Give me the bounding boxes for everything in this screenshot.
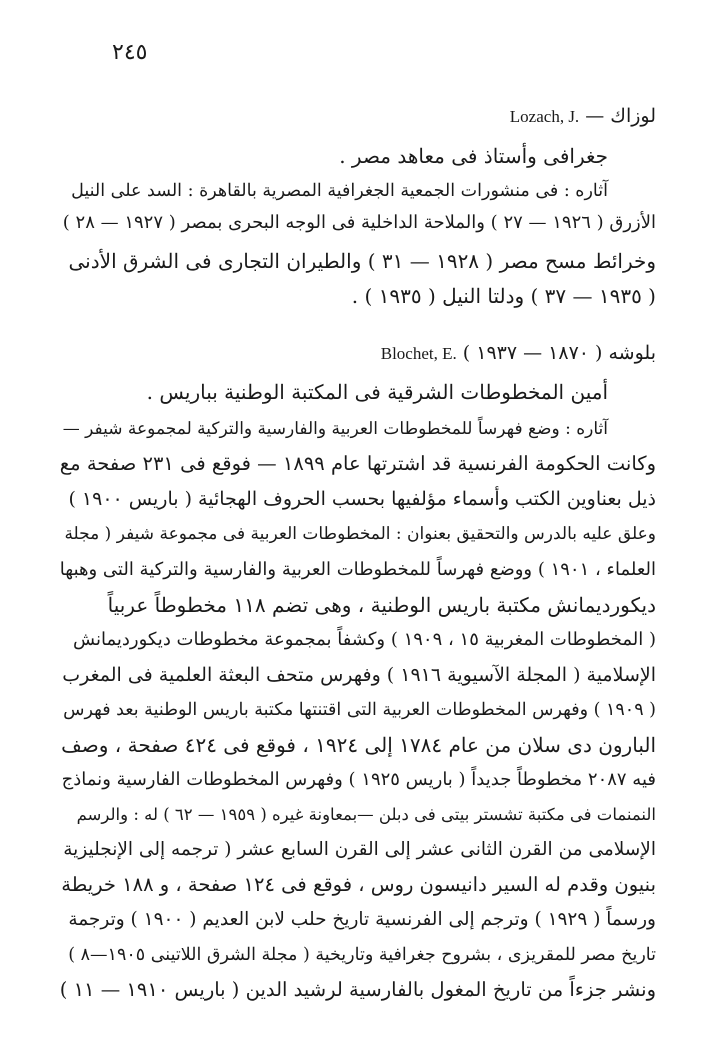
entry-arabic-name: بلوشه [608, 342, 656, 364]
text-line: أمين المخطوطات الشرقية فى المكتبة الوطنية بباريس . [146, 380, 608, 404]
text-line: ديكورديمانش مكتبة باريس الوطنية ، وهى تضم ١١٨ مخطوطاً عربياً [107, 593, 656, 617]
text-line: آثاره : فى منشورات الجمعية الجغرافية المصرية بالقاهرة : السد على النيل [71, 181, 608, 201]
text-line: ذيل بعناوين الكتب وأسماء مؤلفيها بحسب الحروف الهجائية ( باريس ١٩٠٠ ) [68, 488, 656, 510]
text-line: الإسلامى من القرن الثانى عشر إلى القرن السابع عشر ( ترجمه إلى الإنجليزية [63, 839, 656, 860]
text-line: ( ١٩٣٥ — ٣٧ ) ودلتا النيل ( ١٩٣٥ ) . [351, 284, 656, 308]
entry-heading-lozach [510, 103, 656, 130]
entry-dash: — [585, 105, 605, 127]
text-line: ونشر جزءاً من تاريخ المغول بالفارسية لرشيد الدين ( باريس ١٩١٠ — ١١ ) [59, 978, 656, 1001]
text-line: بنيون وقدم له السير دانيسون روس ، فوقع فى ١٢٤ صفحة ، و ١٨٨ خريطة [61, 873, 656, 896]
entry-latin-name: Blochet, E. [380, 344, 457, 363]
entry-heading-blochet [381, 340, 656, 367]
text-line: الأزرق ( ١٩٢٦ — ٢٧ ) والملاحة الداخلية فى الوجه البحرى بمصر ( ١٩٢٧ — ٢٨ ) [62, 212, 656, 233]
text-line: البارون دى سلان من عام ١٧٨٤ إلى ١٩٢٤ ، فوقع فى ٤٢٤ صفحة ، وصف [61, 733, 656, 757]
text-line: وكانت الحكومة الفرنسية قد اشترتها عام ١٨٩٩ — فوقع فى ٢٣١ صفحة مع [59, 452, 656, 475]
text-line: العلماء ، ١٩٠١ ) ووضع فهرساً للمخطوطات العربية والفارسية والتركية التى وهبها [59, 559, 656, 580]
text-line: الإسلامية ( المجلة الآسيوية ١٩١٦ ) وفهرس متحف البعثة العلمية فى المغرب [62, 664, 656, 686]
entry-latin-name: Lozach, J. [509, 107, 580, 126]
text-line: النمنمات فى مكتبة تشستر بيتى فى دبلن —بمعاونة غيره ( ١٩٥٩ — ٦٢ ) له : والرسم [76, 805, 656, 824]
page-number: ٢٤٥ [112, 40, 148, 65]
text-line: جغرافى وأستاذ فى معاهد مصر . [339, 144, 608, 168]
text-line: فيه ٢٠٨٧ مخطوطاً جديداً ( باريس ١٩٢٥ ) وفهرس المخطوطات الفارسية ونماذج [61, 769, 656, 790]
text-line: تاريخ مصر للمقريزى ، بشروح جغرافية وتاريخية ( مجلة الشرق اللاتينى ١٩٠٥—٨ ) [68, 945, 656, 965]
text-line: ( المخطوطات المغربية ١٥ ، ١٩٠٩ ) وكشفاً بمجموعة مخطوطات ديكورديمانش [73, 629, 656, 650]
entry-dates: ( ١٨٧٠ — ١٩٣٧ ) [462, 342, 603, 364]
text-line: ( ١٩٠٩ ) وفهرس المخطوطات العربية التى اقتنتها مكتبة باريس الوطنية بعد فهرس [63, 700, 656, 720]
text-line: آثاره : وضع فهرساً للمخطوطات العربية والفارسية والتركية لمجموعة شيفر — [62, 419, 608, 439]
text-line: وخرائط مسح مصر ( ١٩٢٨ — ٣١ ) والطيران التجارى فى الشرق الأدنى [68, 249, 656, 273]
text-line: وعلق عليه بالدرس والتحقيق بعنوان : المخطوطات العربية فى مجموعة شيفر ( مجلة [64, 524, 656, 544]
entry-arabic-name: لوزاك [610, 105, 656, 127]
text-line: ورسماً ( ١٩٢٩ ) وترجم إلى الفرنسية تاريخ حلب لابن العديم ( ١٩٠٠ ) وترجمة [68, 909, 656, 930]
